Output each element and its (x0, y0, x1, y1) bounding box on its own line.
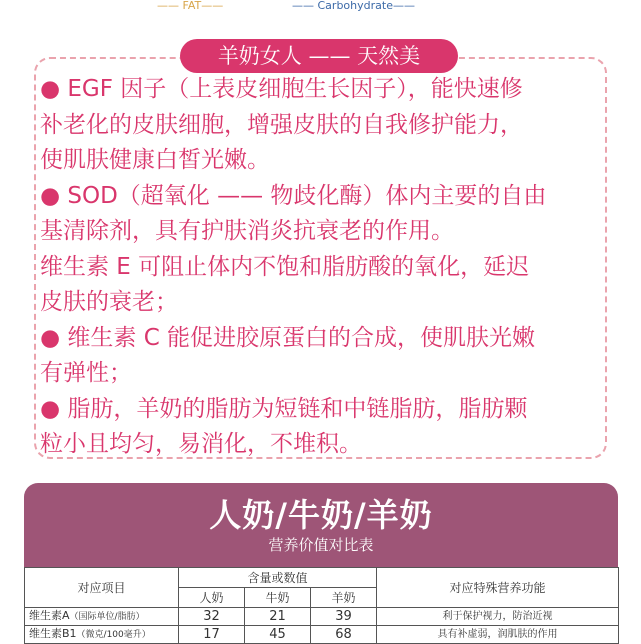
row-goat-value: 39 (311, 608, 377, 626)
row-item-unit: （微克/100毫升） (76, 630, 151, 640)
comparison-title: 人奶/牛奶/羊奶 (209, 496, 433, 534)
row-item (25, 608, 179, 626)
text-line: ● SOD（超氧化 —— 物歧化酶）体内主要的自由 (40, 182, 547, 209)
table-row (25, 626, 619, 644)
text-line: ● 维生素 C 能促进胶原蛋白的合成，使肌肤光嫩 (40, 324, 536, 351)
header-amount: 含量或数值 (179, 568, 377, 588)
row-goat-value: 68 (311, 626, 377, 644)
text-line: 皮肤的衰老； (40, 289, 178, 315)
comparison-subtitle: 营养价值对比表 (268, 536, 374, 554)
comparison-banner (24, 483, 618, 568)
row-item-unit: （国际单位/脂肪） (69, 612, 145, 622)
row-item (25, 626, 179, 644)
fat-label: —— FAT—— (157, 0, 224, 12)
nutrition-table (24, 567, 619, 644)
carbohydrate-label: —— Carbohydrate—— (292, 0, 415, 12)
row-item-name: 维生素B1 (29, 627, 77, 640)
header-function: 对应特殊营养功能 (377, 568, 619, 608)
header-human-milk: 人奶 (179, 588, 245, 608)
text-line: ● 脂肪，羊奶的脂肪为短链和中链脂肪，脂肪颗 (40, 395, 528, 422)
row-function: 具有补虚弱，润肌肤的作用 (377, 626, 619, 644)
row-cow-value: 21 (245, 608, 311, 626)
text-line: 维生素 E 可阻止体内不饱和脂肪酸的氧化，延迟 (40, 253, 530, 280)
card-title: 羊奶女人 —— 天然美 (180, 39, 458, 73)
text-line: 有弹性； (40, 360, 132, 386)
header-goat-milk: 羊奶 (311, 588, 377, 608)
row-human-value: 32 (179, 608, 245, 626)
benefits-text (40, 72, 600, 463)
header-cow-milk: 牛奶 (245, 588, 311, 608)
text-line: 基清除剂，具有护肤消炎抗衰老的作用。 (40, 218, 454, 244)
row-item-name: 维生素A (29, 609, 70, 622)
row-human-value: 17 (179, 626, 245, 644)
text-line: 使肌肤健康白皙光嫩。 (40, 147, 270, 173)
text-line: ● EGF 因子（上表皮细胞生长因子），能快速修 (40, 76, 523, 102)
text-line: 粒小且均匀，易消化，不堆积。 (40, 431, 362, 457)
header-item: 对应项目 (25, 568, 179, 608)
row-function: 利于保护视力，防治近视 (377, 608, 619, 626)
table-row (25, 608, 619, 626)
row-cow-value: 45 (245, 626, 311, 644)
text-line: 补老化的皮肤细胞，增强皮肤的自我修护能力， (40, 111, 523, 138)
